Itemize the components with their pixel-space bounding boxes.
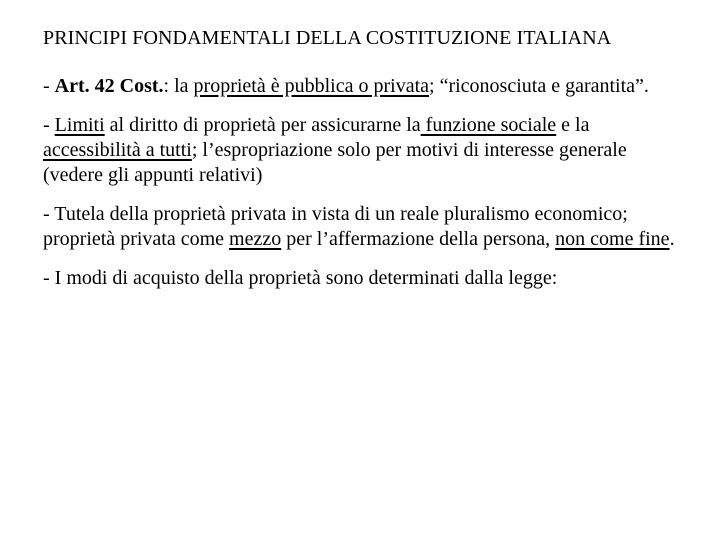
article-reference: Art. 42 Cost. [54, 75, 164, 97]
paragraph-limiti [43, 113, 683, 188]
paragraph-art42 [43, 74, 683, 99]
underlined-text: Limiti [54, 114, 105, 136]
paragraph-modi-acquisto: - I modi di acquisto della proprietà sono determinati dalla legge: [43, 267, 558, 289]
paragraph-tutela [43, 202, 683, 252]
underlined-text: accessibilità a tutti [43, 139, 192, 161]
slide-content [43, 24, 683, 305]
underlined-text: proprietà è pubblica o privata [193, 75, 430, 97]
text: per l’affermazione della persona, [281, 228, 556, 250]
text: : la [163, 75, 194, 97]
text: al diritto di proprietà per assicurarne la [104, 114, 421, 136]
underlined-text: mezzo [229, 228, 282, 250]
text: ; “riconosciuta e garantita”. [429, 75, 649, 97]
text: - Tutela della proprietà privata in vista di un reale pluralismo economico; proprietà privata come [43, 203, 628, 250]
underlined-text: funzione sociale [420, 114, 557, 136]
bullet-dash: - [43, 75, 55, 97]
underlined-text: non come fine [555, 228, 670, 250]
text: e la [556, 114, 590, 136]
text: ; l’espropriazione solo per motivi di interesse generale (vedere gli appunti relativi) [43, 139, 627, 186]
bullet-dash: - [43, 114, 55, 136]
text: . [669, 228, 675, 250]
slide-title: PRINCIPI FONDAMENTALI DELLA COSTITUZIONE ITALIANA [43, 27, 612, 49]
